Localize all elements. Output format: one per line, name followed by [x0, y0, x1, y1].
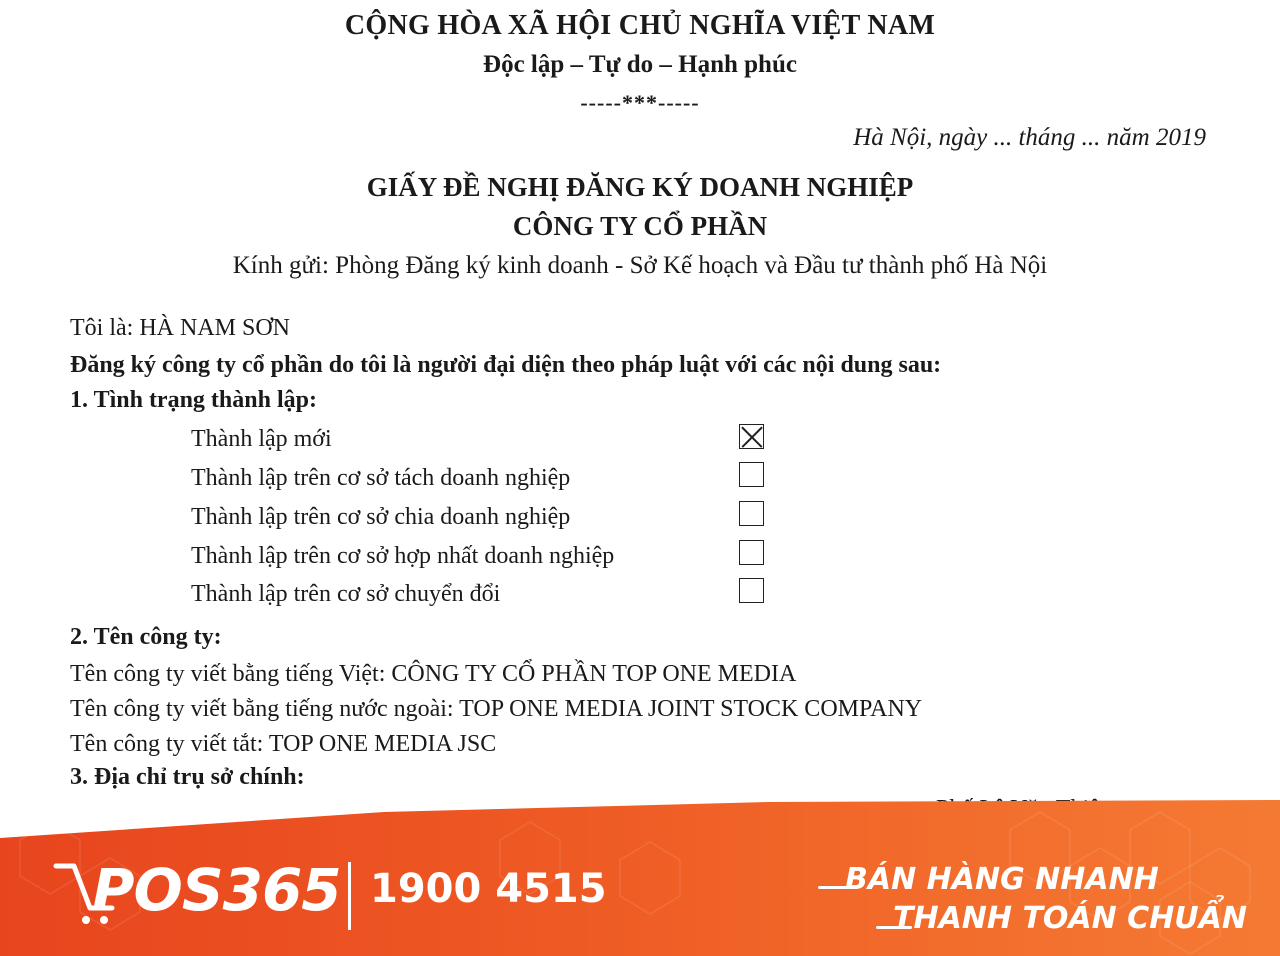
option-checkbox-divide[interactable]: [739, 501, 764, 526]
section-3-heading: 3. Địa chỉ trụ sở chính:: [70, 764, 305, 790]
hotline-number[interactable]: 1900 4515: [370, 866, 607, 912]
option-label: Thành lập trên cơ sở chia doanh nghiệp: [191, 504, 571, 530]
intro-line: Đăng ký công ty cổ phần do tôi là người đại diện theo pháp luật với các nội dung sau:: [70, 352, 942, 378]
motto-heading: Độc lập – Tự do – Hạnh phúc: [483, 51, 797, 78]
separator: -----***-----: [580, 90, 700, 115]
brand-logo-text: POS365: [92, 856, 341, 924]
section-1-heading: 1. Tình trạng thành lập:: [70, 387, 317, 413]
nation-heading: CỘNG HÒA XÃ HỘI CHỦ NGHĨA VIỆT NAM: [344, 10, 936, 41]
document-date: Hà Nội, ngày ... tháng ... năm 2019: [853, 124, 1206, 151]
slogan-line-2: THANH TOÁN CHUẨN: [893, 901, 1247, 936]
addressee: Kính gửi: Phòng Đăng ký kinh doanh - Sở Kế hoạch và Đầu tư thành phố Hà Nội: [232, 252, 1048, 279]
option-checkbox-merge[interactable]: [739, 540, 764, 565]
option-label: Thành lập trên cơ sở hợp nhất doanh nghiệp: [191, 543, 615, 569]
option-checkbox-new[interactable]: [739, 424, 764, 449]
company-name-vn: Tên công ty viết bằng tiếng Việt: CÔNG TY CỔ PHẦN TOP ONE MEDIA: [70, 661, 797, 687]
banner-divider: [348, 862, 351, 930]
option-label: Thành lập trên cơ sở tách doanh nghiệp: [191, 465, 571, 491]
document-subtitle: CÔNG TY CỔ PHẦN: [512, 211, 768, 241]
option-label: Thành lập trên cơ sở chuyển đổi: [191, 581, 501, 607]
applicant-line: Tôi là: HÀ NAM SƠN: [70, 315, 290, 341]
company-name-foreign: Tên công ty viết bằng tiếng nước ngoài: TOP ONE MEDIA JOINT STOCK COMPANY: [70, 696, 923, 722]
option-checkbox-split[interactable]: [739, 462, 764, 487]
option-checkbox-convert[interactable]: [739, 578, 764, 603]
slogan-line-1: BÁN HÀNG NHANH: [845, 862, 1159, 897]
company-name-short: Tên công ty viết tắt: TOP ONE MEDIA JSC: [70, 731, 497, 757]
option-label: Thành lập mới: [191, 426, 332, 452]
section-2-heading: 2. Tên công ty:: [70, 624, 222, 650]
document-title: GIẤY ĐỀ NGHỊ ĐĂNG KÝ DOANH NGHIỆP: [366, 172, 914, 202]
